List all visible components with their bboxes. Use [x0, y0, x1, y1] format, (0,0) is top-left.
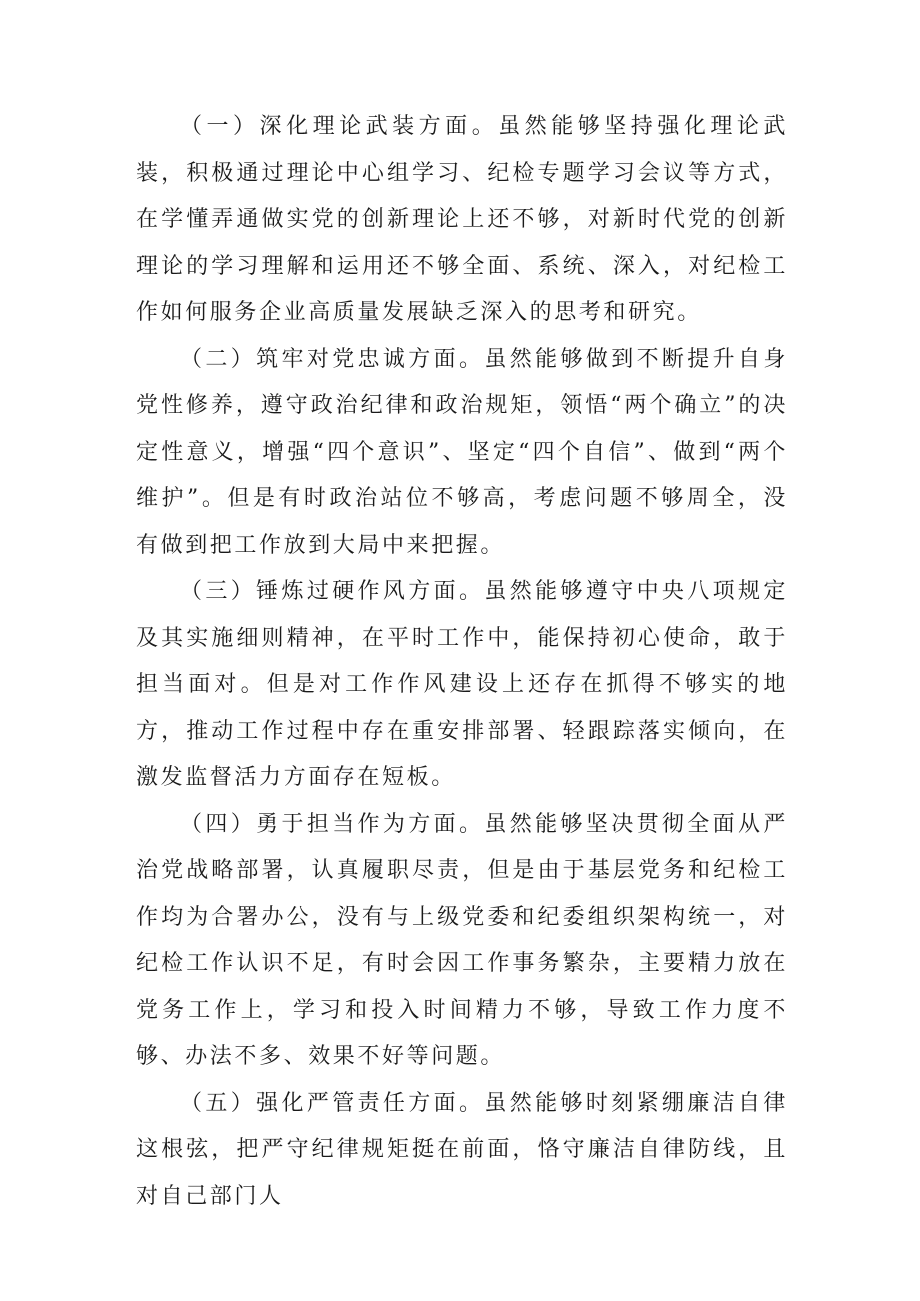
paragraph-4: （四）勇于担当作为方面。虽然能够坚决贯彻全面从严治党战略部署，认真履职尽责，但是由于基层党务和纪检工作均为合署办公，没有与上级党委和纪委组织架构统一，对纪检工作认识不足，有时会因工作事务繁杂，主要精力放在党务工作上，学习和投入时间精力不够，导致工作力度不够、办法不多、效果不好等问题。: [136, 811, 788, 1069]
paragraph-1: （一）深化理论武装方面。虽然能够坚持强化理论武装，积极通过理论中心组学习、纪检专题学习会议等方式，在学懂弄通做实党的创新理论上还不够，对新时代党的创新理论的学习理解和运用还不够全面、系统、深入，对纪检工作如何服务企业高质量发展缺乏深入的思考和研究。: [136, 114, 788, 325]
paragraph-3: （三）锤炼过硬作风方面。虽然能够遵守中央八项规定及其实施细则精神，在平时工作中，能保持初心使命，敢于担当面对。但是对工作作风建设上还存在抓得不够实的地方，推动工作过程中存在重安排部署、轻跟踪落实倾向，在激发监督活力方面存在短板。: [136, 579, 788, 790]
document-body: [136, 104, 788, 1220]
paragraph-5: （五）强化严管责任方面。虽然能够时刻紧绷廉洁自律这根弦，把严守纪律规矩挺在前面，恪守廉洁自律防线，且对自己部门人: [136, 1090, 788, 1209]
paragraph-2: （二）筑牢对党忠诚方面。虽然能够做到不断提升自身党性修养，遵守政治纪律和政治规矩，领悟“两个确立”的决定性意义，增强“四个意识”、坚定“四个自信”、做到“两个维护”。但是有时政治站位不够高，考虑问题不够周全，没有做到把工作放到大局中来把握。: [136, 346, 788, 558]
